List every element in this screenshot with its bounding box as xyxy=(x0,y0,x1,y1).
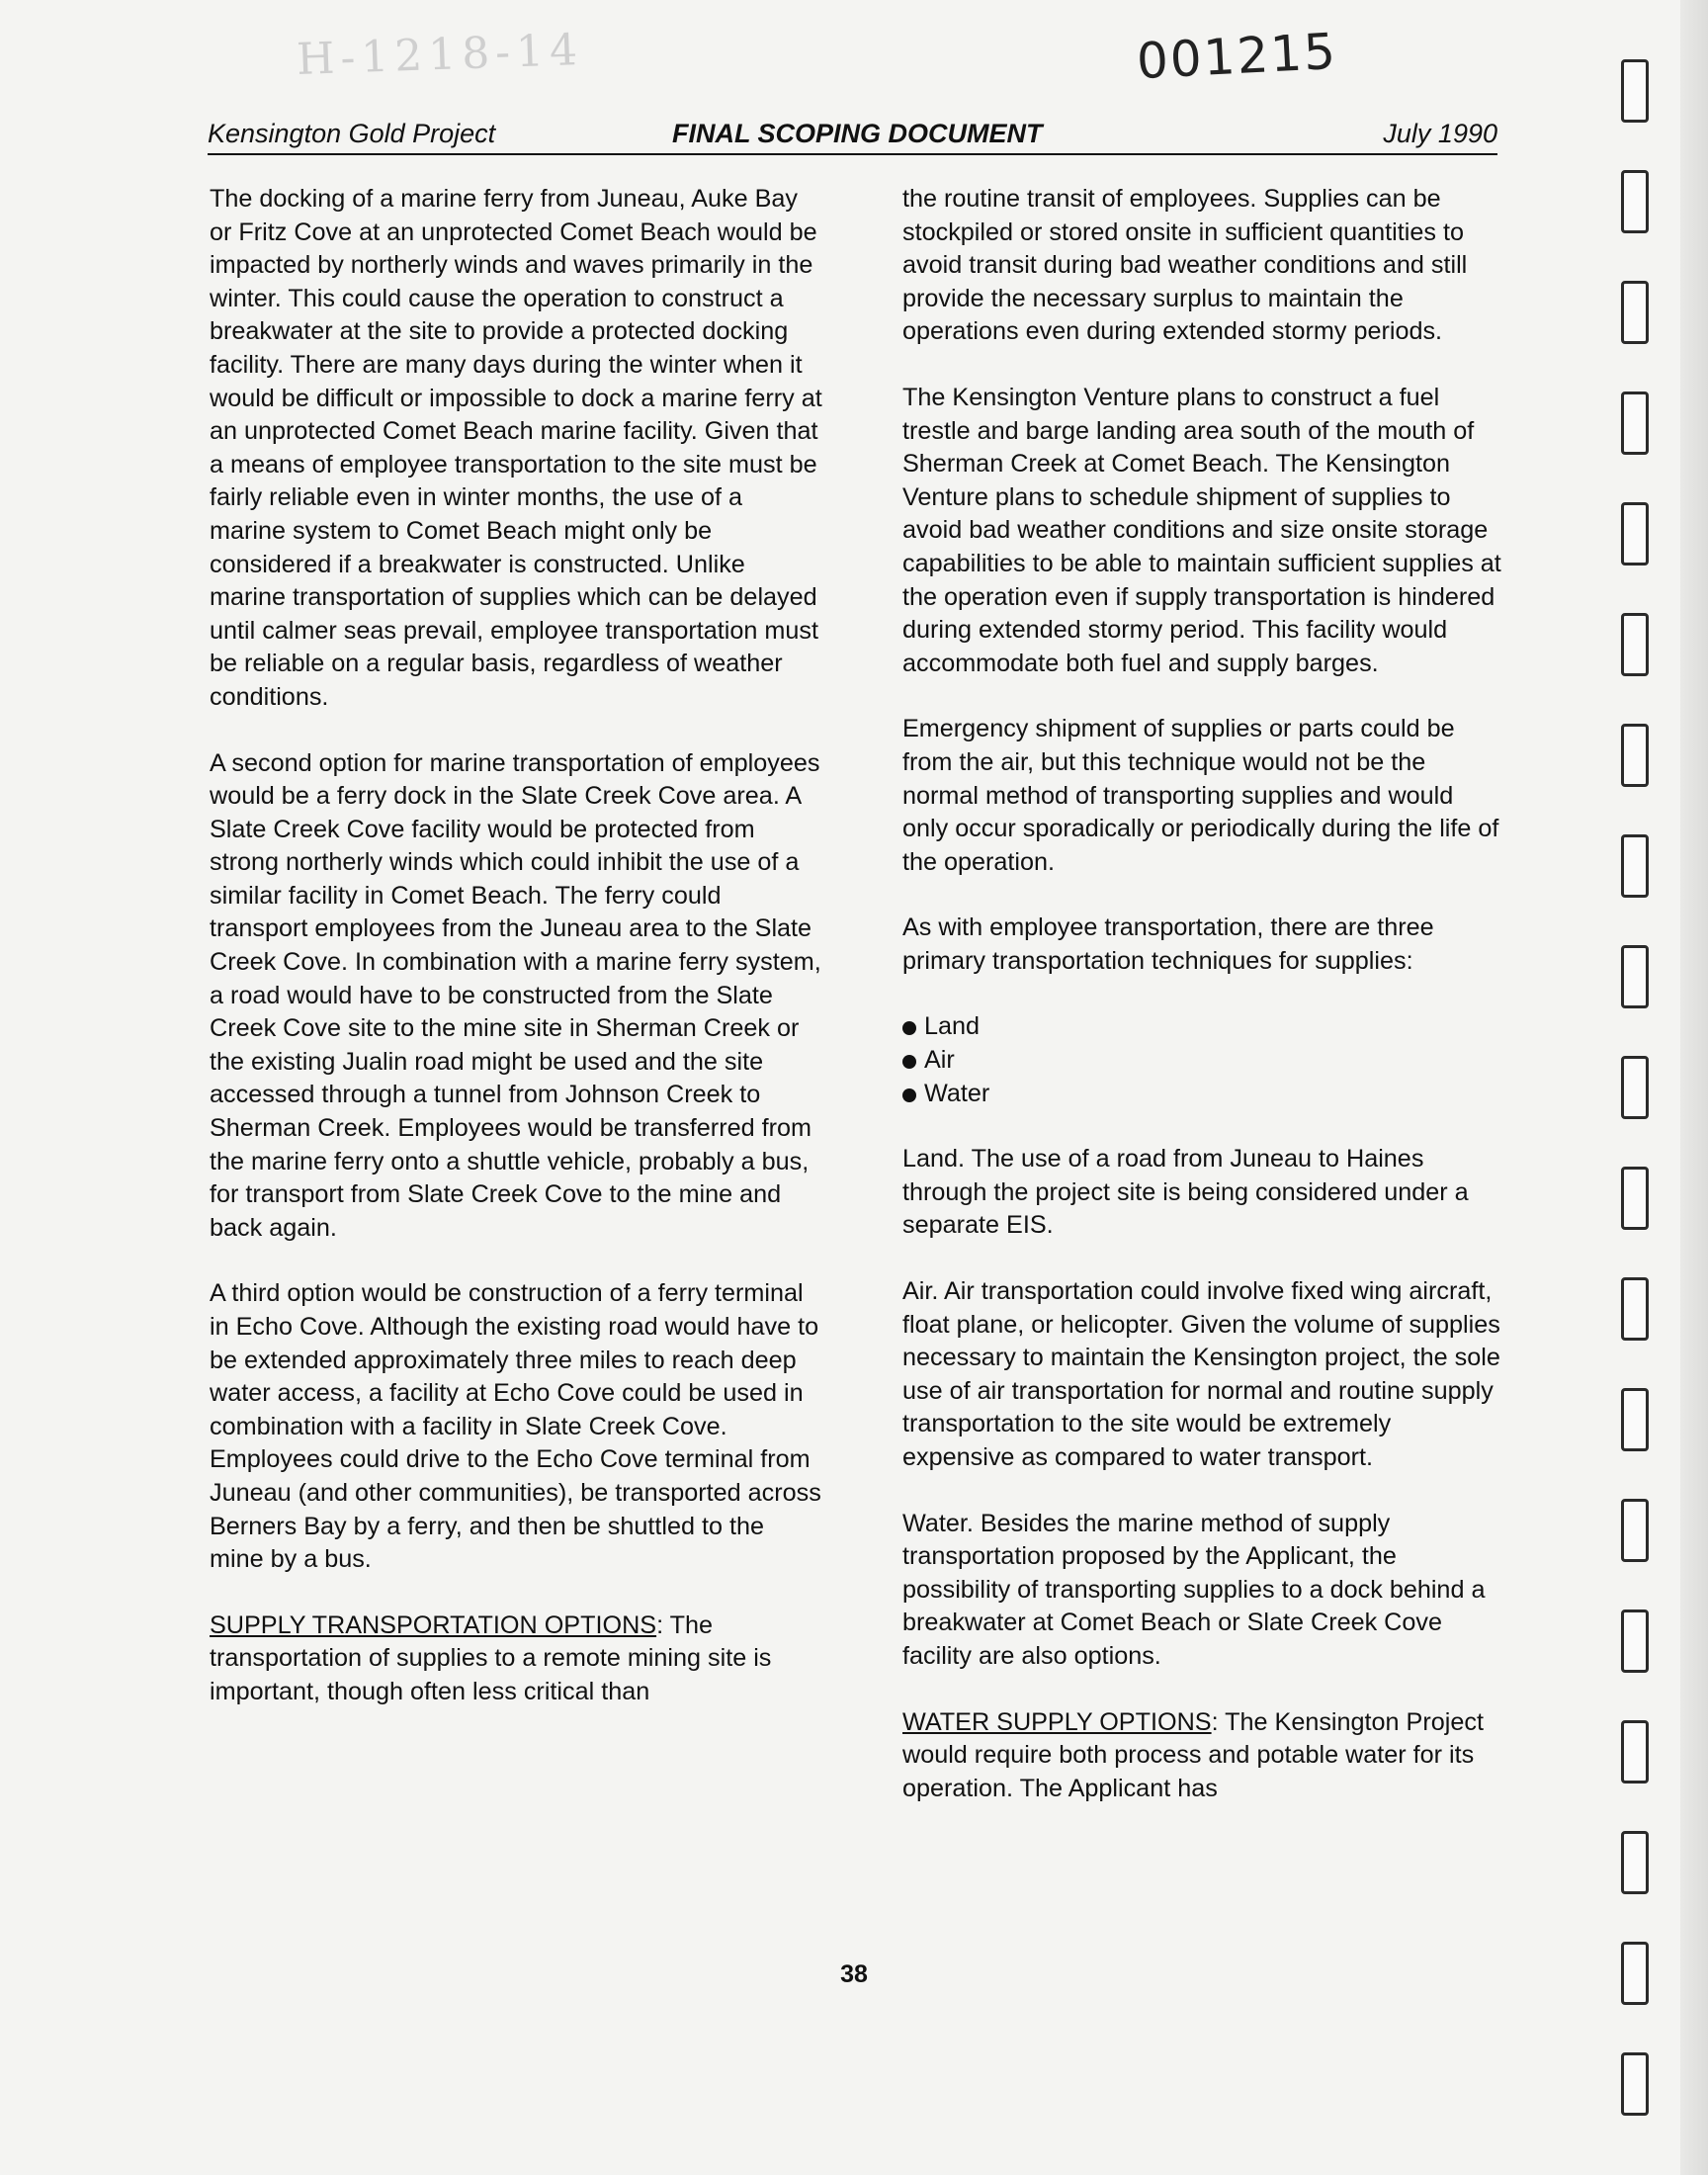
list-item: Water xyxy=(902,1078,1505,1111)
binder-hole xyxy=(1621,1942,1649,2005)
paragraph-text: : The Kensington Project would require both process and potable water for its operation. The Applicant has xyxy=(902,1707,1484,1802)
paragraph: The docking of a marine ferry from Juneau, Auke Bay or Fritz Cove at an unprotected Comet Beach would be impacted by northerly winds and waves primarily in the winter. This could cause the operation to construct a breakwater at the site to provide a protected docking facility. There are many days during the winter when it would be difficult or impossible to dock a marine ferry at an unprotected Comet Beach marine facility. Given that a means of employee transportation to the site must be fairly reliable even in winter months, the use of a marine system to Comet Beach might only be considered if a breakwater is constructed. Unlike marine transportation of supplies which can be delayed until calmer seas prevail, employee transportation must be reliable on a regular basis, regardless of weather conditions. xyxy=(210,185,822,711)
section-heading-supply-transportation: SUPPLY TRANSPORTATION OPTIONS xyxy=(210,1610,657,1639)
binder-hole xyxy=(1621,1277,1649,1341)
paragraph-water-supply xyxy=(902,1706,1505,1806)
binder-hole xyxy=(1621,613,1649,676)
binder-hole xyxy=(1621,281,1649,344)
binder-holes xyxy=(1621,59,1645,2155)
paragraph-supply-transportation xyxy=(210,1610,822,1709)
binder-hole xyxy=(1621,1056,1649,1119)
section-heading-water-supply: WATER SUPPLY OPTIONS xyxy=(902,1707,1212,1736)
paragraph: The Kensington Venture plans to construct a fuel trestle and barge landing area south of the mouth of Sherman Creek at Comet Beach. The Kensington Venture plans to schedule shipment of supplies to avoid bad weather conditions and size onsite storage capabilities to be able to maintain sufficient supplies at the operation even if supply transportation is hindered during extended stormy period. This facility would accommodate both fuel and supply barges. xyxy=(902,383,1501,677)
page-edge-shadow xyxy=(1680,0,1708,2175)
paragraph: Emergency shipment of supplies or parts could be from the air, but this technique would not be the normal method of transporting supplies and would only occur sporadically or periodically during the life of the operation. xyxy=(902,715,1499,876)
paragraph-text: : The transportation of supplies to a remote mining site is important, though often less critical than xyxy=(210,1610,772,1705)
paragraph: A third option would be construction of a ferry terminal in Echo Cove. Although the existing road would have to be extended approximately three miles to reach deep water access, a facility at Echo Cove could be used in combination with a facility in Slate Creek Cove. Employees could drive to the Echo Cove terminal from Juneau (and other communities), be transported across Berners Bay by a ferry, and then be shuttled to the mine by a bus. xyxy=(210,1279,821,1574)
list-item: Air xyxy=(902,1044,1505,1078)
binder-hole xyxy=(1621,2052,1649,2116)
binder-hole xyxy=(1621,1831,1649,1894)
header-date: July 1990 xyxy=(1383,119,1497,148)
header-project-title: Kensington Gold Project xyxy=(208,119,496,148)
paragraph: the routine transit of employees. Supplies can be stockpiled or stored onsite in sufficient quantities to avoid transit during bad weather conditions and still provide the necessary surplus to maintain the operations even during extended stormy periods. xyxy=(902,185,1468,346)
binder-hole xyxy=(1621,502,1649,566)
binder-hole xyxy=(1621,1388,1649,1451)
binder-hole xyxy=(1621,1720,1649,1784)
binder-hole xyxy=(1621,1167,1649,1230)
binder-hole xyxy=(1621,59,1649,123)
paragraph: Water. Besides the marine method of supply transportation proposed by the Applicant, the possibility of transporting supplies to a dock behind a breakwater at Comet Beach or Slate Creek Cove facility are also options. xyxy=(902,1509,1486,1670)
paragraph: A second option for marine transportation of employees would be a ferry dock in the Slate Creek Cove area. A Slate Creek Cove facility would be protected from strong northerly winds which could inhibit the use of a similar facility in Comet Beach. The ferry could transport employees from the Juneau area to the Slate Creek Cove. In combination with a marine ferry system, a road would have to be constructed from the Slate Creek Cove site to the mine site in Sherman Creek or the existing Jualin road might be used and the site accessed through a tunnel from Johnson Creek to Sherman Creek. Employees would be transferred from the marine ferry onto a shuttle vehicle, probably a bus, for transport from Slate Creek Cove to the mine and back again. xyxy=(210,748,821,1242)
left-column xyxy=(210,183,822,1742)
binder-hole xyxy=(1621,392,1649,455)
document-number-stamp: 001215 xyxy=(1135,22,1339,91)
right-column xyxy=(902,183,1505,1838)
binder-hole xyxy=(1621,724,1649,787)
page-header xyxy=(208,114,1497,155)
paragraph: As with employee transportation, there are three primary transportation techniques for supplies: xyxy=(902,914,1434,975)
binder-hole xyxy=(1621,1499,1649,1562)
binder-hole xyxy=(1621,170,1649,233)
bullet-list xyxy=(902,1010,1505,1110)
paragraph: Land. The use of a road from Juneau to Haines through the project site is being considered under a separate EIS. xyxy=(902,1145,1469,1240)
list-item: Land xyxy=(902,1010,1505,1044)
paragraph: Air. Air transportation could involve fixed wing aircraft, float plane, or helicopter. Given the volume of supplies necessary to maintain the Kensington project, the sole use of air transportation for normal and routine supply transportation to the site would be extremely expensive as compared to water transport. xyxy=(902,1277,1500,1471)
faint-handwritten-mark: H-1218-14 xyxy=(296,24,584,86)
binder-hole xyxy=(1621,834,1649,898)
binder-hole xyxy=(1621,945,1649,1008)
binder-hole xyxy=(1621,1610,1649,1673)
page-number: 38 xyxy=(840,1960,868,1988)
header-document-title: FINAL SCOPING DOCUMENT xyxy=(672,119,1043,148)
